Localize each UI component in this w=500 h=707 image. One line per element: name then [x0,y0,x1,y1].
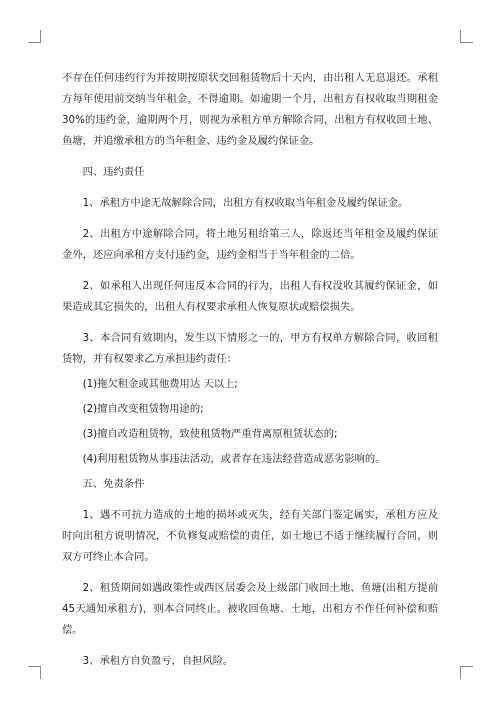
paragraph-termination-conditions: 3、本合同有效期内，发生以下情形之一的，甲方有权单方解除合同，收回租赁物，并有权要求乙方承担违约责任： [62,332,438,365]
crop-mark-top-right [460,30,473,43]
paragraph-self-risk: 3、承租方自负盈亏，自担风险。 [82,655,234,667]
paragraph-breach-lessee: 1、承租方中途无故解除合同，出租方有权收取当年租金及履约保证金。 [82,197,409,209]
section-heading-breach-liability: 四、违约责任 [82,166,145,178]
crop-mark-top-left [28,30,41,43]
paragraph-deposit-forfeit: 2、如承租人出现任何违反本合同的行为，出租人有权没收其履约保证金，如果造成其它损失的，出租人有权要求承租人恢复原状或赔偿损失。 [62,280,438,313]
paragraph-deposit-rent-terms: 不存在任何违约行为并按期按原状交回租赁物后十天内，由出租人无息退还。承租方每年使用前交纳当年租金，不得逾期。如逾期一个月，出租方有权收取当期租金30%的违约金，逾期两个月，则视为承租方单方解除合同，出租方有权收回土地、鱼塘，并追缴承租方的当年租金、违约金及履约保证金。 [62,72,438,147]
list-item-alteration: (3)擅自改造租赁物，致使租赁物严重背离原租赁状态的; [82,428,338,440]
list-item-illegal-activity: (4)利用租赁物从事违法活动，或者存在违法经营造成恶劣影响的。 [82,453,386,465]
list-item-change-use: (2)擅自改变租赁物用途的; [82,403,204,415]
crop-mark-bottom-left [28,666,41,679]
paragraph-force-majeure: 1、遇不可抗力造成的土地的损坏或灭失，经有关部门鉴定属实，承租方应及时向出租方说明情况，不负修复或赔偿的责任，如土地已不适于继续履行合同，则双方可终止本合同。 [62,509,438,563]
document-body [62,68,438,672]
paragraph-breach-lessor: 2、出租方中途解除合同，将土地另租给第三人，除返还当年租金及履约保证金外，还应向承租方支付违约金，违约金相当于当年租金的二倍。 [62,228,438,261]
list-item-rent-arrears: (1)拖欠租金或其他费用达 天以上; [82,378,238,390]
crop-mark-bottom-right [460,666,473,679]
paragraph-policy-recall: 2、租赁期间如遇政策性或西区居委会及上级部门收回土地、鱼塘(出租方提前45天通知承租方)，则本合同终止。被收回鱼塘、土地，出租方不作任何补偿和赔偿。 [62,582,438,636]
section-heading-exemption: 五、免责条件 [82,478,145,490]
